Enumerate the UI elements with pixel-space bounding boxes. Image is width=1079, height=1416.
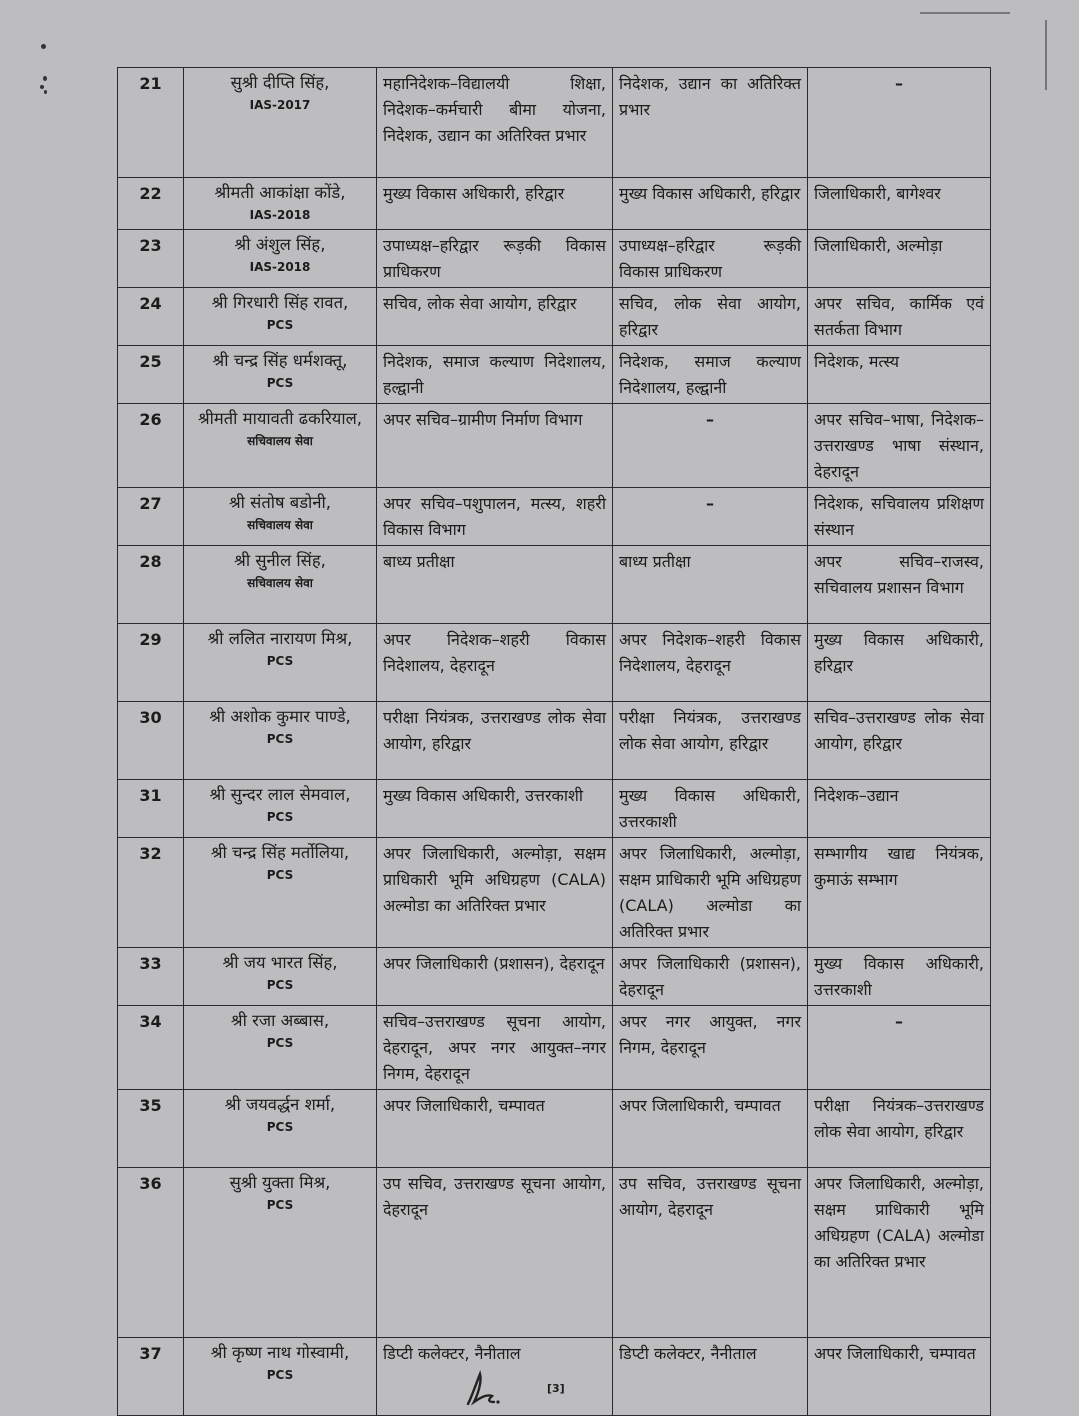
- officer-name: श्री अशोक कुमार पाण्डे,: [209, 707, 351, 726]
- current-post-cell: अपर जिलाधिकारी, अल्मोड़ा, सक्षम प्राधिकारी भूमि अधिग्रहण (CALA) अल्मोडा का अतिरिक्त प्रभार: [377, 838, 613, 948]
- serial-number-cell: 29: [118, 624, 184, 702]
- table-row: [118, 1168, 991, 1338]
- officer-name: श्री कृष्ण नाथ गोस्वामी,: [210, 1343, 350, 1362]
- officer-cell: [184, 488, 377, 546]
- table-row: [118, 1090, 991, 1168]
- serial-number-cell: 32: [118, 838, 184, 948]
- officer-cell: [184, 546, 377, 624]
- relieved-post-cell: मुख्य विकास अधिकारी, उत्तरकाशी: [613, 780, 808, 838]
- serial-number-cell: 34: [118, 1006, 184, 1090]
- new-post-cell: अपर जिलाधिकारी, अल्मोड़ा, सक्षम प्राधिकारी भूमि अधिग्रहण (CALA) अल्मोडा का अतिरिक्त प्रभार: [808, 1168, 991, 1338]
- new-post-cell: –: [808, 1006, 991, 1090]
- table-row: [118, 948, 991, 1006]
- scan-speck: [41, 44, 46, 49]
- officer-name: श्री गिरधारी सिंह रावत,: [211, 293, 349, 312]
- serial-number-cell: 35: [118, 1090, 184, 1168]
- relieved-post-cell: बाध्य प्रतीक्षा: [613, 546, 808, 624]
- new-post-cell: जिलाधिकारी, बागेश्वर: [808, 178, 991, 230]
- current-post-cell: बाध्य प्रतीक्षा: [377, 546, 613, 624]
- relieved-post-cell: अपर निदेशक–शहरी विकास निदेशालय, देहरादून: [613, 624, 808, 702]
- new-post-cell: अपर सचिव, कार्मिक एवं सतर्कता विभाग: [808, 288, 991, 346]
- table-row: [118, 1006, 991, 1090]
- relieved-post-cell: अपर जिलाधिकारी (प्रशासन), देहरादून: [613, 948, 808, 1006]
- new-post-cell: अपर सचिव–भाषा, निदेशक–उत्तराखण्ड भाषा संस्थान, देहरादून: [808, 404, 991, 488]
- scan-edge-mark: [920, 12, 1010, 14]
- serial-number-cell: 24: [118, 288, 184, 346]
- officer-cell: [184, 1338, 377, 1416]
- table-row: [118, 178, 991, 230]
- table-row: [118, 488, 991, 546]
- table-row: [118, 624, 991, 702]
- table-row: [118, 404, 991, 488]
- officer-service: PCS: [266, 732, 294, 746]
- scan-edge-mark: [1045, 20, 1047, 90]
- current-post-cell: उपाध्यक्ष–हरिद्वार रूड़की विकास प्राधिकरण: [377, 230, 613, 288]
- officer-name: श्री ललित नारायण मिश्र,: [207, 629, 353, 648]
- officer-service: PCS: [266, 318, 294, 332]
- officer-name: सुश्री दीप्ति सिंह,: [230, 73, 330, 92]
- new-post-cell: सचिव–उत्तराखण्ड लोक सेवा आयोग, हरिद्वार: [808, 702, 991, 780]
- new-post-cell: मुख्य विकास अधिकारी, उत्तरकाशी: [808, 948, 991, 1006]
- officer-name: श्री अंशुल सिंह,: [234, 235, 326, 254]
- officer-name: श्रीमती आकांक्षा कोंडे,: [214, 183, 346, 202]
- current-post-cell: अपर जिलाधिकारी, चम्पावत: [377, 1090, 613, 1168]
- new-post-cell: जिलाधिकारी, अल्मोड़ा: [808, 230, 991, 288]
- relieved-post-cell: अपर जिलाधिकारी, अल्मोड़ा, सक्षम प्राधिकारी भूमि अधिग्रहण (CALA) अल्मोडा का अतिरिक्त प्रभार: [613, 838, 808, 948]
- current-post-cell: अपर निदेशक–शहरी विकास निदेशालय, देहरादून: [377, 624, 613, 702]
- serial-number-cell: 23: [118, 230, 184, 288]
- new-post-cell: निदेशक, मत्स्य: [808, 346, 991, 404]
- serial-number-cell: 28: [118, 546, 184, 624]
- officer-name: श्री चन्द्र सिंह धर्मशक्तू,: [212, 351, 348, 370]
- new-post-cell: अपर सचिव–राजस्व, सचिवालय प्रशासन विभाग: [808, 546, 991, 624]
- officer-name: श्री संतोष बडोनी,: [228, 493, 331, 512]
- page-number: [3]: [547, 1382, 565, 1395]
- current-post-cell: मुख्य विकास अधिकारी, उत्तरकाशी: [377, 780, 613, 838]
- current-post-cell: परीक्षा नियंत्रक, उत्तराखण्ड लोक सेवा आयोग, हरिद्वार: [377, 702, 613, 780]
- officer-service: सचिवालय सेवा: [247, 518, 313, 532]
- relieved-post-cell: मुख्य विकास अधिकारी, हरिद्वार: [613, 178, 808, 230]
- relieved-post-cell: उपाध्यक्ष–हरिद्वार रूड़की विकास प्राधिकरण: [613, 230, 808, 288]
- serial-number-cell: 37: [118, 1338, 184, 1416]
- relieved-post-cell: अपर नगर आयुक्त, नगर निगम, देहरादून: [613, 1006, 808, 1090]
- scan-speck: [43, 76, 47, 81]
- relieved-post-cell: डिप्टी कलेक्टर, नैनीताल: [613, 1338, 808, 1416]
- table-row: [118, 838, 991, 948]
- officer-service: सचिवालय सेवा: [247, 434, 313, 448]
- officer-cell: [184, 288, 377, 346]
- new-post-cell: –: [808, 68, 991, 178]
- officer-name: श्री सुनील सिंह,: [234, 551, 326, 570]
- relieved-post-cell: उप सचिव, उत्तराखण्ड सूचना आयोग, देहरादून: [613, 1168, 808, 1338]
- officer-service: IAS-2018: [249, 208, 311, 222]
- officer-service: PCS: [266, 654, 294, 668]
- officer-cell: [184, 1168, 377, 1338]
- officer-cell: [184, 68, 377, 178]
- relieved-post-cell: निदेशक, उद्यान का अतिरिक्त प्रभार: [613, 68, 808, 178]
- officer-service: IAS-2018: [249, 260, 311, 274]
- officer-name: सुश्री युक्ता मिश्र,: [229, 1173, 331, 1192]
- officer-service: PCS: [266, 978, 294, 992]
- relieved-post-cell: परीक्षा नियंत्रक, उत्तराखण्ड लोक सेवा आयोग, हरिद्वार: [613, 702, 808, 780]
- officer-cell: [184, 1006, 377, 1090]
- officer-cell: [184, 178, 377, 230]
- officer-service: PCS: [266, 376, 294, 390]
- current-post-cell: अपर जिलाधिकारी (प्रशासन), देहरादून: [377, 948, 613, 1006]
- officer-cell: [184, 702, 377, 780]
- serial-number-cell: 22: [118, 178, 184, 230]
- new-post-cell: परीक्षा नियंत्रक–उत्तराखण्ड लोक सेवा आयोग, हरिद्वार: [808, 1090, 991, 1168]
- officer-cell: [184, 948, 377, 1006]
- officer-name: श्रीमती मायावती ढकरियाल,: [197, 409, 363, 428]
- officer-cell: [184, 780, 377, 838]
- officer-name: श्री जय भारत सिंह,: [222, 953, 338, 972]
- table-row: [118, 288, 991, 346]
- serial-number-cell: 36: [118, 1168, 184, 1338]
- officer-name: श्री चन्द्र सिंह मर्तोलिया,: [210, 843, 350, 862]
- officer-cell: [184, 346, 377, 404]
- serial-number-cell: 30: [118, 702, 184, 780]
- officer-cell: [184, 624, 377, 702]
- officer-service: PCS: [266, 1198, 294, 1212]
- relieved-post-cell: –: [613, 404, 808, 488]
- table-row: [118, 780, 991, 838]
- officer-name: श्री रजा अब्बास,: [230, 1011, 330, 1030]
- officer-service: PCS: [266, 810, 294, 824]
- serial-number-cell: 26: [118, 404, 184, 488]
- relieved-post-cell: अपर जिलाधिकारी, चम्पावत: [613, 1090, 808, 1168]
- current-post-cell: महानिदेशक–विद्यालयी शिक्षा, निदेशक–कर्मचारी बीमा योजना, निदेशक, उद्यान का अतिरिक्त प्रभार: [377, 68, 613, 178]
- serial-number-cell: 33: [118, 948, 184, 1006]
- transfer-table-body: [118, 68, 991, 1416]
- relieved-post-cell: –: [613, 488, 808, 546]
- transfer-table: [117, 67, 991, 1416]
- officer-service: PCS: [266, 1120, 294, 1134]
- current-post-cell: मुख्य विकास अधिकारी, हरिद्वार: [377, 178, 613, 230]
- table-row: [118, 546, 991, 624]
- officer-cell: [184, 838, 377, 948]
- table-row: [118, 702, 991, 780]
- officer-service: IAS-2017: [249, 98, 311, 112]
- relieved-post-cell: निदेशक, समाज कल्याण निदेशालय, हल्द्वानी: [613, 346, 808, 404]
- table-row: [118, 230, 991, 288]
- officer-cell: [184, 1090, 377, 1168]
- current-post-cell: डिप्टी कलेक्टर, नैनीताल: [377, 1338, 613, 1416]
- scan-speck: [40, 85, 44, 89]
- officer-cell: [184, 230, 377, 288]
- serial-number-cell: 31: [118, 780, 184, 838]
- officer-service: PCS: [266, 868, 294, 882]
- serial-number-cell: 21: [118, 68, 184, 178]
- officer-service: सचिवालय सेवा: [247, 576, 313, 590]
- scan-speck: [44, 90, 47, 94]
- table-row: [118, 346, 991, 404]
- new-post-cell: मुख्य विकास अधिकारी, हरिद्वार: [808, 624, 991, 702]
- signature: [458, 1368, 508, 1408]
- officer-name: श्री सुन्दर लाल सेमवाल,: [209, 785, 351, 804]
- current-post-cell: निदेशक, समाज कल्याण निदेशालय, हल्द्वानी: [377, 346, 613, 404]
- serial-number-cell: 25: [118, 346, 184, 404]
- officer-service: PCS: [266, 1368, 294, 1382]
- new-post-cell: निदेशक, सचिवालय प्रशिक्षण संस्थान: [808, 488, 991, 546]
- current-post-cell: अपर सचिव–पशुपालन, मत्स्य, शहरी विकास विभाग: [377, 488, 613, 546]
- officer-cell: [184, 404, 377, 488]
- new-post-cell: अपर जिलाधिकारी, चम्पावत: [808, 1338, 991, 1416]
- current-post-cell: उप सचिव, उत्तराखण्ड सूचना आयोग, देहरादून: [377, 1168, 613, 1338]
- officer-name: श्री जयवर्द्धन शर्मा,: [224, 1095, 336, 1114]
- table-row: [118, 1338, 991, 1416]
- new-post-cell: निदेशक–उद्यान: [808, 780, 991, 838]
- current-post-cell: सचिव–उत्तराखण्ड सूचना आयोग, देहरादून, अपर नगर आयुक्त–नगर निगम, देहरादून: [377, 1006, 613, 1090]
- officer-service: PCS: [266, 1036, 294, 1050]
- table-row: [118, 68, 991, 178]
- current-post-cell: सचिव, लोक सेवा आयोग, हरिद्वार: [377, 288, 613, 346]
- serial-number-cell: 27: [118, 488, 184, 546]
- new-post-cell: सम्भागीय खाद्य नियंत्रक, कुमाऊं सम्भाग: [808, 838, 991, 948]
- relieved-post-cell: सचिव, लोक सेवा आयोग, हरिद्वार: [613, 288, 808, 346]
- current-post-cell: अपर सचिव–ग्रामीण निर्माण विभाग: [377, 404, 613, 488]
